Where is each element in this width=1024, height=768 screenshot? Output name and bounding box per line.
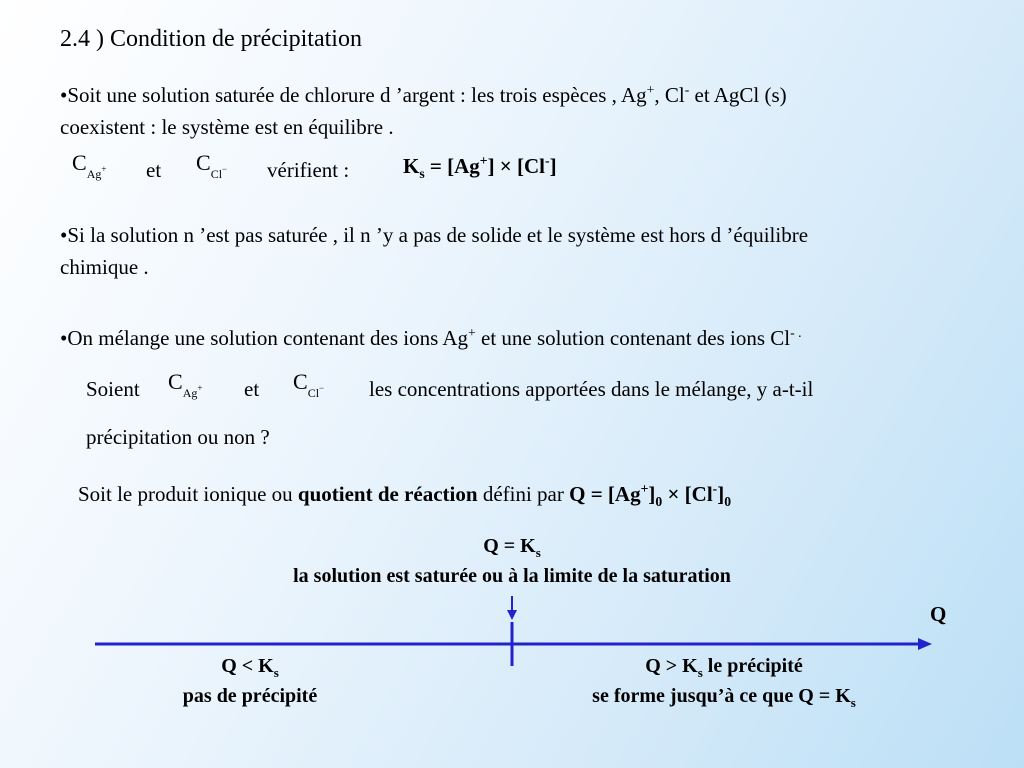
soient-rest: les concentrations apportées dans le mélange, y a-t-il: [369, 377, 814, 401]
ks-expression: $K_s = [Ag^+] \times [Cl^-]$: [403, 153, 557, 182]
slide-title: 2.4 ) Condition de précipitation: [60, 26, 362, 52]
q-axis-arrowhead: [918, 638, 932, 650]
c-ag-symbol-2: $C_{Ag}+$: [168, 369, 203, 400]
bullet-unsaturated-line2: chimique .: [60, 255, 149, 279]
et-word: et: [146, 158, 162, 182]
bullet-saturated-line1: •Soit une solution saturée de chlorure d ’argent : les trois espèces , Ag+, Cl- et AgCl (s): [60, 82, 787, 107]
precipitate-forms-caption: se forme jusqu’à ce que $Q = K_s$: [592, 685, 856, 710]
bullet-saturated-line2: coexistent : le système est en équilibre .: [60, 115, 394, 139]
q-less-than-ks-label: $Q < K_s$: [221, 655, 279, 680]
saturation-caption: la solution est saturée ou à la limite de la saturation: [293, 565, 731, 587]
verifient-label: vérifient :: [267, 158, 350, 182]
q-equals-ks-label: $Q = K_s$: [483, 535, 541, 560]
q-axis-label: Q: [930, 602, 947, 626]
quotient-definition: Soit le produit ionique ou quotient de réaction défini par $Q = [Ag^+]_0 \times [Cl^-]_0$: [78, 481, 732, 510]
bullet-mixing: •On mélange une solution contenant des ions Ag+ et une solution contenant des ions Cl- .: [60, 325, 802, 350]
et-word-2: et: [244, 377, 260, 401]
bullet-unsaturated-line1: •Si la solution n ’est pas saturée , il n ’y a pas de solide et le système est hors d ’équilibre: [60, 223, 809, 247]
c-cl-symbol-2: $C_{Cl}-$: [293, 369, 325, 400]
soient-word: Soient: [86, 377, 140, 401]
c-ag-symbol: $C_{Ag}+$: [72, 150, 107, 181]
c-cl-symbol: $C_{Cl}-$: [196, 150, 228, 181]
soient-question: précipitation ou non ?: [86, 425, 270, 449]
q-greater-than-ks-label: $Q > K_s$ le précipité: [645, 655, 803, 680]
no-precipitate-caption: pas de précipité: [182, 685, 318, 707]
ks-pointer-arrowhead: [507, 610, 517, 620]
